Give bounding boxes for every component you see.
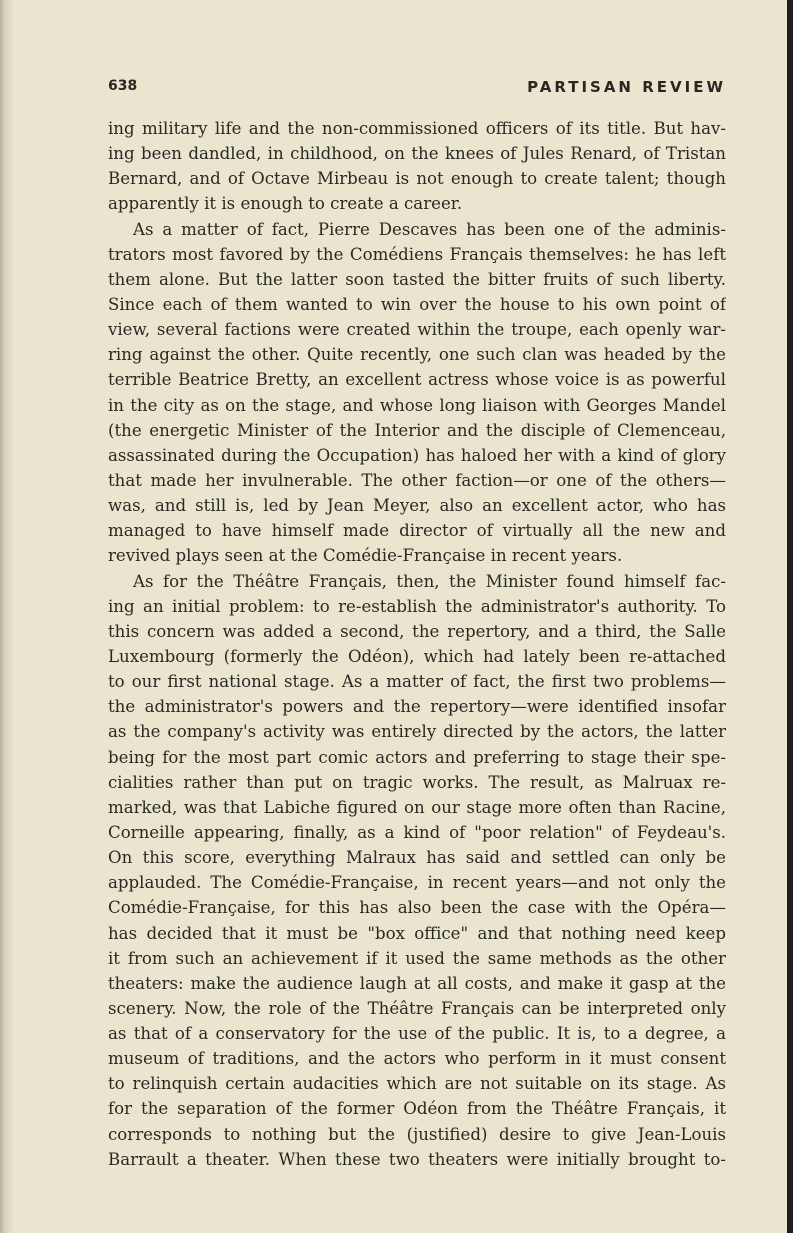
text-line: assassinated during the Occupation) has haloed her with a kind of glory xyxy=(108,445,726,465)
journal-title: PARTISAN REVIEW xyxy=(527,78,726,96)
text-line: On this score, everything Malraux has said and settled can only be xyxy=(108,848,726,868)
text-line: to our first national stage. As a matter of fact, the first two problems— xyxy=(108,672,726,692)
text-line: being for the most part comic actors and preferring to stage their spe- xyxy=(108,747,726,767)
text-line: managed to have himself made director of virtually all the new and xyxy=(108,521,726,541)
text-line: revived plays seen at the Comédie-Française in recent years. xyxy=(108,546,623,566)
text-line: apparently it is enough to create a career. xyxy=(108,194,463,214)
running-head xyxy=(108,78,726,98)
text-line: trators most favored by the Comédiens Français themselves: he has left xyxy=(108,244,726,264)
text-line: ing been dandled, in childhood, on the knees of Jules Renard, of Tristan xyxy=(108,144,726,164)
text-line: this concern was added a second, the repertory, and a third, the Salle xyxy=(108,621,726,641)
text-line: Bernard, and of Octave Mirbeau is not enough to create talent; though xyxy=(108,169,726,189)
text-line: Corneille appearing, finally, as a kind of "poor relation" of Feydeau's. xyxy=(108,822,726,842)
text-line: corresponds to nothing but the (justified) desire to give Jean-Louis xyxy=(108,1124,726,1144)
text-line: (the energetic Minister of the Interior and the disciple of Clemenceau, xyxy=(108,420,726,440)
text-line: the administrator's powers and the repertory—were identified insofar xyxy=(108,697,726,717)
text-line: them alone. But the latter soon tasted the bitter fruits of such liberty. xyxy=(108,269,726,289)
text-line: As a matter of fact, Pierre Descaves has been one of the adminis- xyxy=(133,219,726,239)
text-line: applauded. The Comédie-Française, in recent years—and not only the xyxy=(108,873,726,893)
text-line: as the company's activity was entirely directed by the actors, the latter xyxy=(108,722,726,742)
text-line: in the city as on the stage, and whose long liaison with Georges Mandel xyxy=(108,395,726,415)
text-line: was, and still is, led by Jean Meyer, also an excellent actor, who has xyxy=(108,496,726,516)
text-line: ring against the other. Quite recently, one such clan was headed by the xyxy=(108,345,726,365)
text-line: Luxembourg (formerly the Odéon), which had lately been re-attached xyxy=(108,646,726,666)
spine-shadow xyxy=(0,0,14,1233)
text-line: museum of traditions, and the actors who perform in it must consent xyxy=(108,1049,726,1069)
scan-edge xyxy=(787,0,793,1233)
text-line: Since each of them wanted to win over the house to his own point of xyxy=(108,294,726,314)
text-line: theaters: make the audience laugh at all costs, and make it gasp at the xyxy=(108,973,726,993)
text-line: to relinquish certain audacities which are not suitable on its stage. As xyxy=(108,1074,726,1094)
text-line: marked, was that Labiche figured on our stage more often than Racine, xyxy=(108,797,726,817)
text-line: terrible Beatrice Bretty, an excellent actress whose voice is as powerful xyxy=(108,370,726,390)
text-line: Barrault a theater. When these two theaters were initially brought to- xyxy=(108,1149,726,1169)
text-line: Comédie-Française, for this has also been the case with the Opéra— xyxy=(108,898,726,918)
text-line: As for the Théâtre Français, then, the Minister found himself fac- xyxy=(133,571,726,591)
text-line: ing an initial problem: to re-establish the administrator's authority. To xyxy=(108,596,726,616)
text-line: cialities rather than put on tragic works. The result, as Malruax re- xyxy=(108,772,726,792)
text-line: for the separation of the former Odéon from the Théâtre Français, it xyxy=(108,1099,726,1119)
text-line: ing military life and the non-commissioned officers of its title. But hav- xyxy=(108,119,726,138)
text-line: it from such an achievement if it used the same methods as the other xyxy=(108,948,726,968)
text-line: view, several factions were created within the troupe, each openly war- xyxy=(108,320,726,340)
text-line: scenery. Now, the role of the Théâtre Français can be interpreted only xyxy=(108,998,726,1018)
text-line: as that of a conservatory for the use of the public. It is, to a degree, a xyxy=(108,1024,726,1044)
page-number: 638 xyxy=(108,78,138,94)
text-line: has decided that it must be "box office" and that nothing need keep xyxy=(108,923,726,943)
text-line: that made her invulnerable. The other faction—or one of the others— xyxy=(108,470,726,490)
body-text xyxy=(108,116,726,1172)
